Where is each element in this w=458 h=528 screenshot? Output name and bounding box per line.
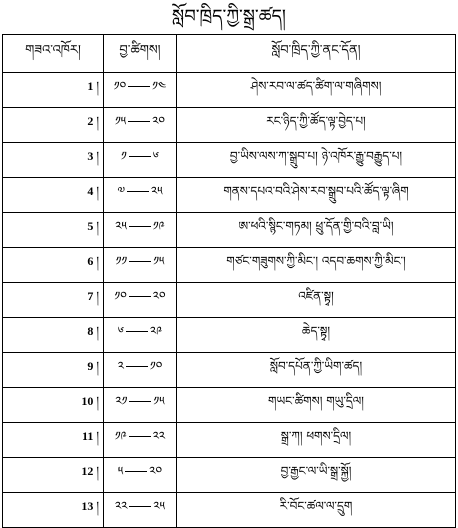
- row-index-separator: །: [96, 184, 99, 198]
- range-end: ༢༩: [149, 324, 163, 338]
- row-index-cell: [3, 458, 104, 493]
- row-name-cell: [177, 353, 456, 388]
- range-dash: [129, 436, 151, 437]
- row-index-separator: །: [96, 254, 99, 268]
- lesson-name: བྱ་ཡིས་ལས་ཀ་སྒྲུབ་པ། ཉེ་འཁོར་རྒྱུ་བརྒྱུད་པ།: [229, 149, 403, 163]
- row-index: 11: [81, 429, 94, 443]
- row-index-cell: [3, 213, 104, 248]
- row-range-cell: [104, 248, 177, 283]
- lesson-name: སློབ་དཔོན་ཀྱི་ཡིག་ཚད།: [269, 359, 363, 373]
- range-end: ༢༢: [152, 429, 166, 443]
- range-dash: [126, 366, 148, 367]
- range-dash: [128, 86, 150, 87]
- range-start: ༡༡: [115, 254, 128, 268]
- table-row: [3, 458, 456, 493]
- range-dash: [129, 261, 151, 262]
- range-start: ༡༠: [114, 289, 127, 303]
- range-end: ༡༥: [153, 254, 165, 268]
- lesson-name: ཆེད་སྟྭ།: [301, 324, 331, 338]
- row-range-cell: [104, 458, 177, 493]
- row-index-separator: །: [96, 79, 99, 93]
- row-index: 6: [87, 254, 94, 268]
- row-index-cell: [3, 423, 104, 458]
- row-range-cell: [104, 388, 177, 423]
- row-index: 3: [87, 149, 94, 163]
- row-index: 8: [87, 324, 94, 338]
- row-name-cell: [177, 458, 456, 493]
- lesson-name: ཨ་ཕའི་སྙིང་གཏམ། ཕྲུ་དོན་གྱི་བའི་བླ་ཡི།: [238, 219, 394, 233]
- row-index-cell: [3, 493, 104, 528]
- row-index: 1: [87, 79, 94, 93]
- row-index-separator: །: [96, 429, 99, 443]
- row-name-cell: [177, 318, 456, 353]
- lesson-name: ཤེས་རབ་ལ་ཚད་ཚིག་ལ་གཞིགས།: [250, 79, 382, 93]
- row-name-cell: [177, 283, 456, 318]
- schedule-table: [2, 34, 456, 528]
- row-index: 13: [81, 499, 94, 513]
- range-dash: [125, 471, 147, 472]
- lesson-name: བྱ་རྒྱང་ལ་ཡི་སྒྲ་སྐྱོ།: [280, 464, 352, 478]
- row-name-cell: [177, 248, 456, 283]
- table-row: [3, 108, 456, 143]
- range-dash: [129, 296, 151, 297]
- row-index-cell: [3, 283, 104, 318]
- row-index-cell: [3, 73, 104, 108]
- row-name-cell: [177, 423, 456, 458]
- range-dash: [128, 121, 150, 122]
- row-range-cell: [104, 493, 177, 528]
- row-index-cell: [3, 353, 104, 388]
- range-end: ༡༠: [149, 359, 163, 373]
- range-dash: [127, 191, 149, 192]
- table-row: [3, 283, 456, 318]
- table-row: [3, 178, 456, 213]
- range-end: ༡༤: [152, 79, 167, 93]
- range-start: ༡: [120, 149, 127, 163]
- row-range-cell: [104, 108, 177, 143]
- row-name-cell: [177, 213, 456, 248]
- row-name-cell: [177, 493, 456, 528]
- range-start: ༢༥: [115, 219, 127, 233]
- range-end: ༡༩: [152, 219, 165, 233]
- row-index-cell: [3, 108, 104, 143]
- lesson-name: གཙང་གཟུགས་ཀྱི་མིང་། འདབ་ཆགས་ཀྱི་མིང་།: [226, 254, 406, 268]
- row-range-cell: [104, 178, 177, 213]
- row-index-separator: །: [96, 499, 99, 513]
- range-end: ༢༠: [152, 289, 166, 303]
- table-body: [3, 73, 456, 528]
- range-end: ༦: [152, 149, 159, 163]
- row-index-separator: །: [96, 324, 99, 338]
- row-range-cell: [104, 353, 177, 388]
- table-row: [3, 213, 456, 248]
- row-index: 2: [87, 114, 94, 128]
- row-range-cell: [104, 73, 177, 108]
- range-start: ༦: [117, 324, 124, 338]
- row-index-cell: [3, 318, 104, 353]
- lesson-name: རང་ཉིད་ཀྱི་ཚོད་ལྟ་བྱེད་པ།: [266, 114, 366, 128]
- lesson-name: གཡང་ཚིགས། གཡུ་དྲིལ།: [268, 394, 364, 408]
- table-row: [3, 423, 456, 458]
- range-end: ༡༥: [153, 394, 165, 408]
- row-index: 7: [87, 289, 94, 303]
- range-dash: [129, 226, 151, 227]
- range-dash: [129, 156, 151, 157]
- row-index-cell: [3, 248, 104, 283]
- row-index: 4: [87, 184, 94, 198]
- table-row: [3, 143, 456, 178]
- table-row: [3, 353, 456, 388]
- row-index: 10: [81, 394, 94, 408]
- range-end: ༢༠: [152, 114, 165, 128]
- range-start: ༧: [117, 184, 126, 198]
- row-index-separator: །: [96, 394, 99, 408]
- table-row: [3, 493, 456, 528]
- row-index: 5: [87, 219, 94, 233]
- range-start: ༢: [117, 359, 124, 373]
- row-name-cell: [177, 388, 456, 423]
- table-row: [3, 388, 456, 423]
- range-start: ༡༠: [113, 79, 127, 93]
- table-row: [3, 73, 456, 108]
- range-start: ༡༥: [115, 114, 127, 128]
- row-index-separator: །: [96, 149, 99, 163]
- row-index-separator: །: [96, 289, 99, 303]
- row-index-cell: [3, 178, 104, 213]
- lesson-name: གནས་དཔའ་བའི་ཤེས་རབ་སྒྲུབ་པའི་ཚོད་ལྟ་ཞིག: [223, 184, 409, 198]
- range-start: ༡༩: [114, 429, 127, 443]
- row-name-cell: [177, 73, 456, 108]
- range-start: ༢༢: [114, 499, 128, 513]
- header-range: བྱ་ཚིགས།: [104, 35, 177, 73]
- row-index-cell: [3, 388, 104, 423]
- row-index: 9: [87, 359, 94, 373]
- range-end: ༢༥: [151, 184, 163, 198]
- row-range-cell: [104, 318, 177, 353]
- range-dash: [129, 401, 151, 402]
- table-row: [3, 248, 456, 283]
- header-row: [3, 35, 456, 73]
- range-end: ༢༥: [153, 499, 166, 513]
- row-name-cell: [177, 108, 456, 143]
- range-start: ༥: [117, 464, 124, 478]
- row-index: 12: [81, 464, 94, 478]
- header-index: གཟའ་འཁོར།: [3, 35, 104, 73]
- row-range-cell: [104, 213, 177, 248]
- row-index-separator: །: [96, 219, 99, 233]
- row-name-cell: [177, 178, 456, 213]
- lesson-name: སྒྲ་ཀ། ཕགས་དྲིལ།: [280, 429, 352, 443]
- table-row: [3, 318, 456, 353]
- range-end: ༢༠: [149, 464, 163, 478]
- header-name: སློབ་ཁྲིད་ཀྱི་ནང་དོན།: [177, 35, 456, 73]
- row-name-cell: [177, 143, 456, 178]
- lesson-name: འཛིན་སྟྭ།: [298, 289, 334, 303]
- row-range-cell: [104, 423, 177, 458]
- page-title: སློབ་ཁྲིད་ཀྱི་སྒྲ་ཚད།: [172, 6, 286, 27]
- row-index-cell: [3, 143, 104, 178]
- lesson-name: རི་བོང་ཚལ་ལ་དྲུག: [279, 499, 353, 513]
- row-range-cell: [104, 283, 177, 318]
- row-index-separator: །: [96, 359, 99, 373]
- range-dash: [126, 331, 148, 332]
- row-index-separator: །: [96, 114, 99, 128]
- range-start: ༢༡: [115, 394, 128, 408]
- row-range-cell: [104, 143, 177, 178]
- range-dash: [129, 506, 151, 507]
- row-index-separator: །: [96, 464, 99, 478]
